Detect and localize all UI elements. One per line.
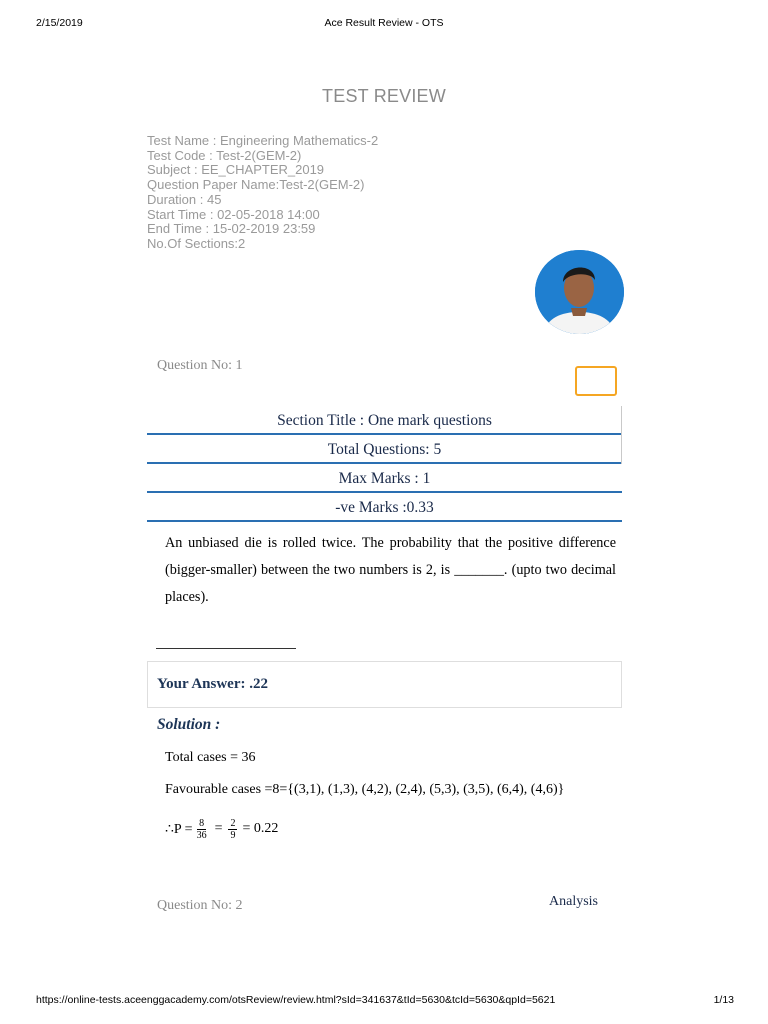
total-questions: Total Questions: 5 [147, 435, 622, 464]
fraction-8-over-36: $\frac{8}{36}$ [196, 817, 207, 841]
solution-line-probability [165, 814, 278, 844]
probability-prefix: ∴P = [165, 821, 193, 837]
question-paper-name: Question Paper Name:Test-2(GEM-2) [147, 177, 365, 193]
page-title: TEST REVIEW [322, 86, 446, 106]
max-marks: Max Marks : 1 [147, 464, 622, 493]
page-number: 1/13 [713, 994, 734, 1006]
section-title: Section Title : One mark questions [147, 406, 622, 435]
solution-line-total-cases: Total cases = 36 [165, 750, 256, 765]
avatar [535, 250, 624, 334]
duration: Duration : 45 [147, 191, 222, 207]
number-of-sections: No.Of Sections:2 [147, 235, 246, 251]
print-date: 2/15/2019 [36, 17, 83, 29]
print-header [0, 17, 768, 31]
solution-title: Solution : [157, 716, 221, 733]
print-title: Ace Result Review - OTS [324, 17, 444, 29]
question-number-2: Question No: 2 [157, 898, 243, 913]
your-answer: Your Answer: .22 [157, 676, 268, 692]
test-code: Test Code : Test-2(GEM-2) [147, 147, 302, 163]
section-info-table [147, 406, 622, 522]
question-text: An unbiased die is rolled twice. The probability that the positive difference (bigger-smaller) between the two numbers is 2, is _______. (upto two decimal places). [165, 535, 616, 605]
start-time: Start Time : 02-05-2018 14:00 [147, 206, 320, 222]
question-number-1: Question No: 1 [157, 358, 243, 373]
bookmark-box[interactable] [575, 366, 617, 396]
analysis-link[interactable]: Analysis [549, 894, 598, 909]
test-name: Test Name : Engineering Mathematics-2 [147, 133, 379, 148]
solution-line-favourable-cases: Favourable cases =8={(3,1), (1,3), (4,2), (2,4), (5,3), (3,5), (6,4), (4,6)} [165, 782, 565, 797]
print-url: https://online-tests.aceenggacademy.com/otsReview/review.html?sId=341637&tId=5630&tcId=5630&qpId=5621 [36, 994, 556, 1006]
test-info [147, 134, 378, 252]
probability-result: = 0.22 [242, 821, 279, 836]
end-time: End Time : 15-02-2019 23:59 [147, 221, 316, 237]
negative-marks: -ve Marks :0.33 [147, 493, 622, 522]
user-photo-icon [535, 250, 624, 334]
answer-blank-line [156, 648, 296, 649]
your-answer-box [147, 661, 622, 708]
fraction-2-over-9: $\frac{2}{9}$ [230, 817, 236, 841]
equals-sign: = [214, 821, 223, 836]
subject: Subject : EE_CHAPTER_2019 [147, 162, 325, 178]
